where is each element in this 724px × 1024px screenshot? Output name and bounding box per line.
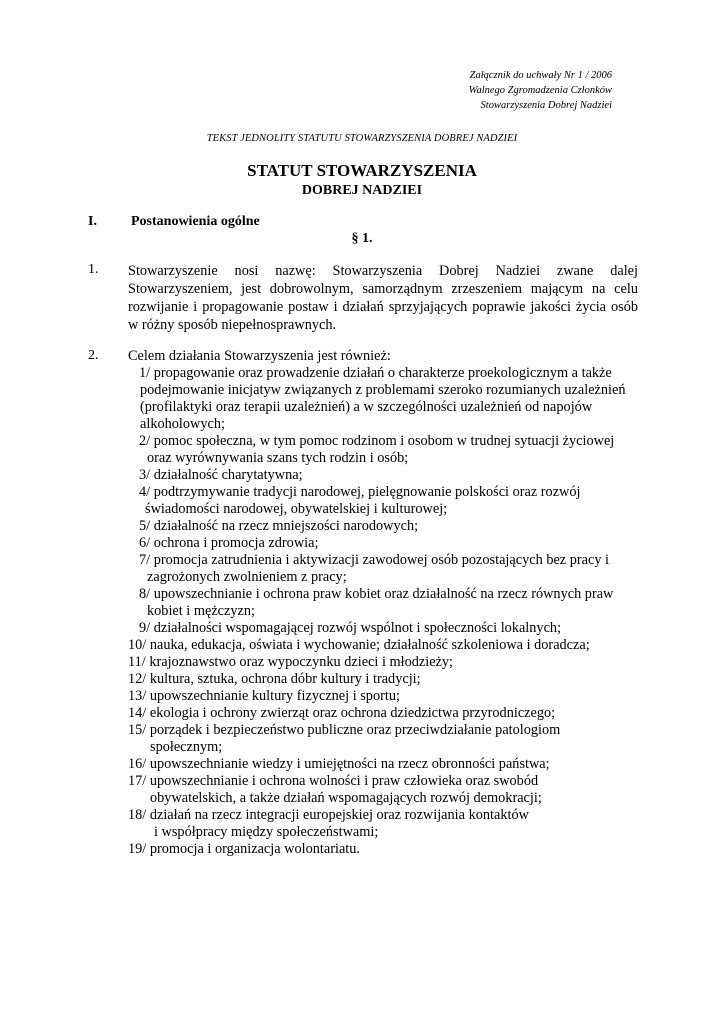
list-item (128, 484, 639, 518)
point-1-number: 1. (88, 262, 99, 277)
annex-line-3: Stowarzyszenia Dobrej Nadziei (480, 100, 612, 111)
list-item-line: 19/ promocja i organizacja wolontariatu. (128, 841, 360, 857)
goals-list (128, 365, 639, 858)
list-item-line: oraz wyrównywania szans tych rodzin i osób; (147, 450, 409, 466)
list-item-line: 8/ upowszechnianie i ochrona praw kobiet oraz działalność na rzecz równych praw (139, 586, 614, 602)
list-item-line: zagrożonych zwolnieniem z pracy; (147, 569, 347, 585)
list-item (128, 773, 639, 807)
list-item-line: 11/ krajoznawstwo oraz wypoczynku dzieci i młodzieży; (128, 654, 454, 670)
list-item-line: (profilaktyki oraz terapii uzależnień) a w szczególności uzależnień od napojów (140, 399, 593, 415)
list-item-line: alkoholowych; (140, 416, 225, 432)
list-item (128, 688, 639, 705)
annex-line-2: Walnego Zgromadzenia Członków (468, 85, 612, 96)
list-item (128, 433, 639, 467)
point-2-number: 2. (88, 348, 99, 363)
point-2-intro: Celem działania Stowarzyszenia jest również: (128, 348, 391, 364)
list-item (128, 722, 639, 756)
annex-line-1: Załącznik do uchwały Nr 1 / 2006 (469, 70, 612, 81)
list-item (128, 654, 639, 671)
list-item-line: 2/ pomoc społeczna, w tym pomoc rodzinom i osobom w trudnej sytuacji życiowej (139, 433, 615, 449)
list-item-line: 3/ działalność charytatywna; (139, 467, 303, 483)
list-item-line: 14/ ekologia i ochrony zwierząt oraz ochrona dziedzictwa przyrodniczego; (128, 705, 556, 721)
unified-text-label: TEKST JEDNOLITY STATUTU STOWARZYSZENIA DOBREJ NADZIEI (206, 133, 518, 144)
list-item (128, 671, 639, 688)
list-item-line: 1/ propagowanie oraz prowadzenie działań o charakterze proekologicznym a także (139, 365, 612, 381)
list-item (128, 518, 639, 535)
list-item-line: społecznym; (150, 739, 223, 755)
list-item-line: 12/ kultura, sztuka, ochrona dóbr kultury i tradycji; (128, 671, 421, 687)
list-item-line: 13/ upowszechnianie kultury fizycznej i sportu; (128, 688, 400, 704)
list-item-line: 18/ działań na rzecz integracji europejskiej oraz rozwijania kontaktów (128, 807, 529, 823)
list-item (128, 807, 639, 841)
list-item-line: świadomości narodowej, obywatelskiej i kulturowej; (145, 501, 448, 517)
document-title: STATUT STOWARZYSZENIA (247, 161, 477, 180)
list-item-line: i współpracy między społeczeństwami; (154, 824, 379, 840)
list-item-line: podejmowanie inicjatyw związanych z problemami szeroko rozumianych uzależnień (140, 382, 626, 398)
list-item (128, 620, 639, 637)
chapter-number: I. (88, 214, 97, 229)
list-item (128, 535, 639, 552)
list-item-line: 16/ upowszechnianie wiedzy i umiejętności na rzecz obronności państwa; (128, 756, 550, 772)
list-item-line: obywatelskich, a także działań wspomagających rozwój demokracji; (150, 790, 542, 806)
paragraph-mark: § 1. (351, 231, 373, 246)
point-1-text: Stowarzyszenie nosi nazwę: Stowarzyszenia Dobrej Nadziei zwane dalej Stowarzyszeniem, jest dobrowolnym, samorządnym zrzeszeniem mającym na celu rozwijanie i propagowanie postaw i działań sprzyjających poprawie jakości życia osób w różny sposób niepełnosprawnych. (128, 263, 638, 333)
list-item-line: kobiet i mężczyzn; (147, 603, 255, 619)
list-item-line: 17/ upowszechnianie i ochrona wolności i praw człowieka oraz swobód (128, 773, 539, 789)
list-item-line: 6/ ochrona i promocja zdrowia; (139, 535, 319, 551)
list-item (128, 552, 639, 586)
chapter-title: Postanowienia ogólne (131, 214, 260, 229)
list-item-line: 7/ promocja zatrudnienia i aktywizacji zawodowej osób pozostających bez pracy i (139, 552, 610, 568)
annex-note (400, 68, 612, 113)
list-item-line: 10/ nauka, edukacja, oświata i wychowanie; działalność szkoleniowa i doradcza; (128, 637, 590, 653)
document-subtitle: DOBREJ NADZIEI (301, 183, 423, 198)
list-item (128, 841, 639, 858)
list-item (128, 467, 639, 484)
list-item (128, 637, 639, 654)
list-item (128, 705, 639, 722)
list-item-line: 9/ działalności wspomagającej rozwój wspólnot i społeczności lokalnych; (139, 620, 562, 636)
list-item (128, 365, 639, 433)
list-item (128, 756, 639, 773)
list-item-line: 15/ porządek i bezpieczeństwo publiczne oraz przeciwdziałanie patologiom (128, 722, 561, 738)
list-item (128, 586, 639, 620)
list-item-line: 5/ działalność na rzecz mniejszości narodowych; (139, 518, 419, 534)
list-item-line: 4/ podtrzymywanie tradycji narodowej, pielęgnowanie polskości oraz rozwój (139, 484, 581, 500)
